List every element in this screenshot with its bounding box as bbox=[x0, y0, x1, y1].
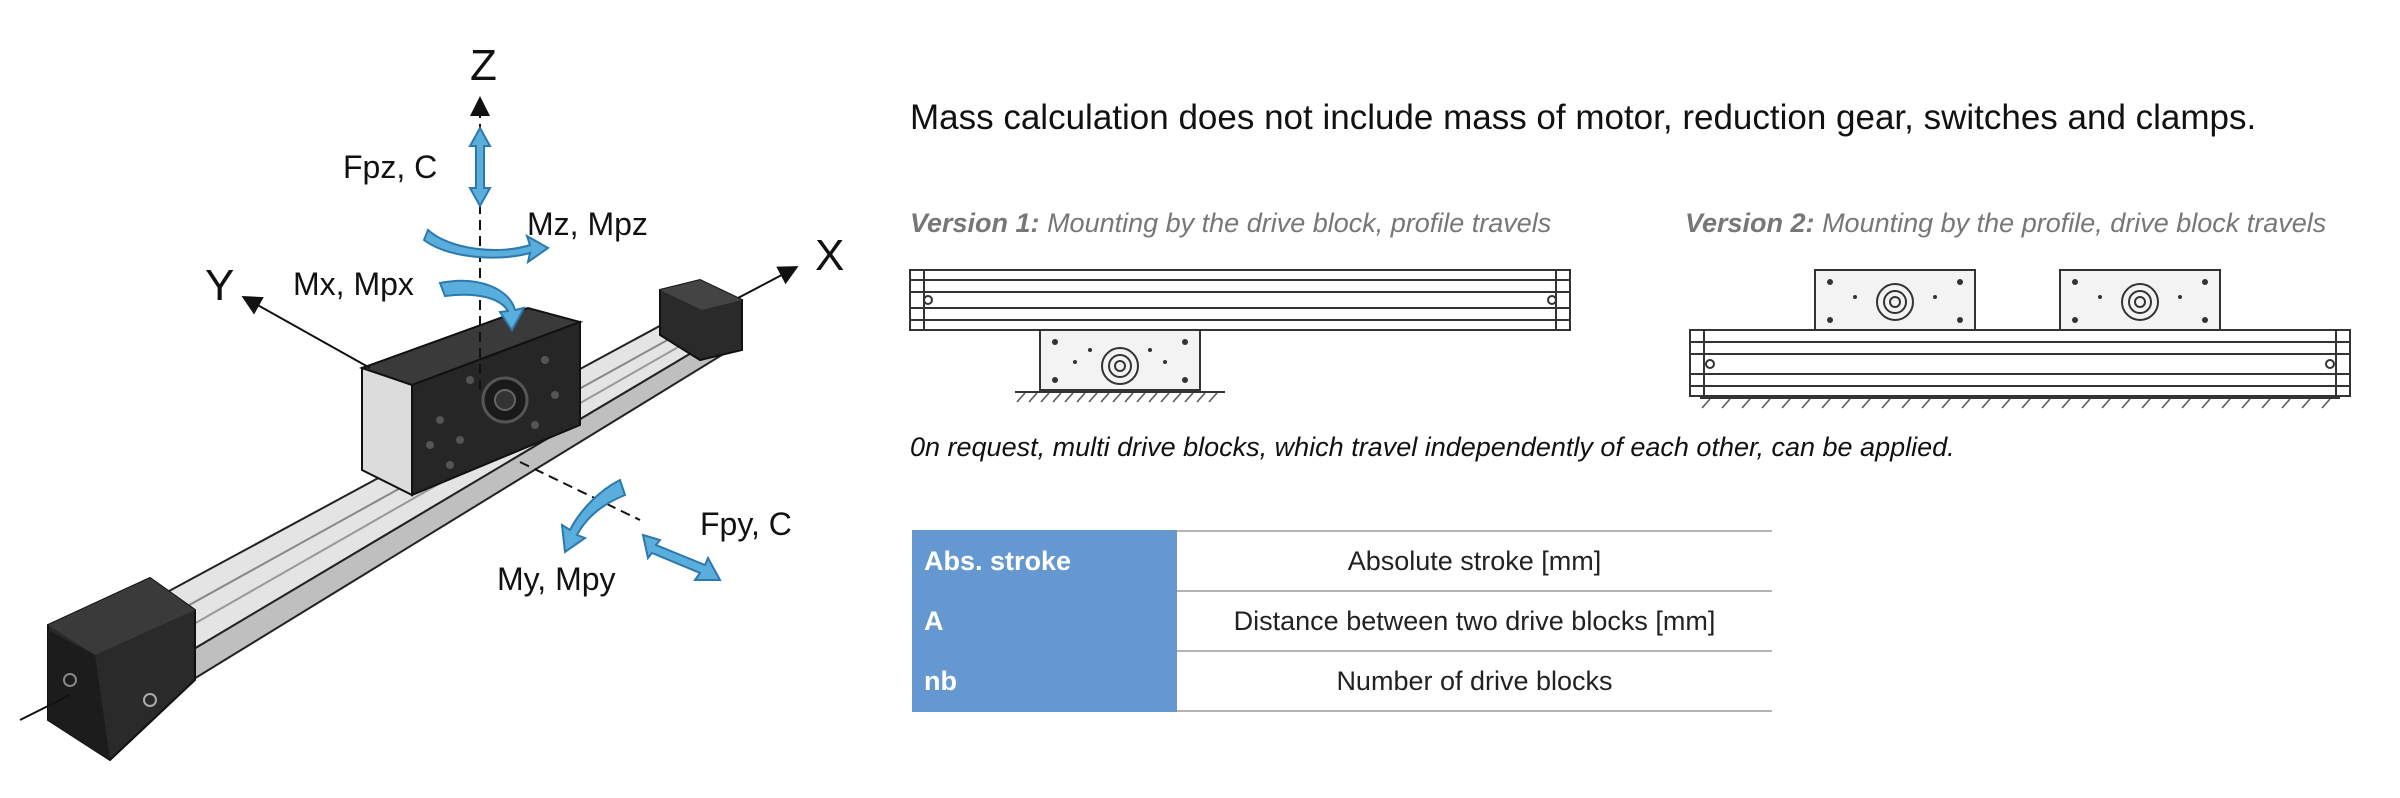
linear-axis-figure bbox=[0, 0, 900, 798]
version-1-text: Mounting by the drive block, profile travels bbox=[1047, 208, 1552, 238]
version-2-text: Mounting by the profile, drive block travels bbox=[1822, 208, 2327, 238]
legend-desc: Number of drive blocks bbox=[1177, 651, 1772, 711]
legend-desc: Distance between two drive blocks [mm] bbox=[1177, 591, 1772, 651]
left-end-cap bbox=[20, 578, 195, 760]
table-row bbox=[912, 651, 1772, 711]
y-axis-label: Y bbox=[205, 261, 235, 310]
fpy-label: Fpy, C bbox=[700, 506, 792, 542]
my-label: My, Mpy bbox=[497, 561, 616, 597]
mx-label: Mx, Mpx bbox=[293, 266, 414, 302]
drive-block bbox=[362, 308, 580, 495]
legend-key: nb bbox=[912, 651, 1177, 711]
x-axis-label: X bbox=[815, 231, 845, 280]
legend-desc: Absolute stroke [mm] bbox=[1177, 531, 1772, 591]
version-2-caption bbox=[1685, 208, 2326, 239]
table-row bbox=[912, 531, 1772, 591]
mass-note: Mass calculation does not include mass of motor, reduction gear, switches and clamps. bbox=[910, 98, 2257, 137]
table-row bbox=[912, 591, 1772, 651]
version-1-caption bbox=[910, 208, 1551, 239]
legend-key: A bbox=[912, 591, 1177, 651]
version-1-label: Version 1: bbox=[910, 208, 1040, 238]
mz-label: Mz, Mpz bbox=[527, 206, 648, 242]
legend-key: Abs. stroke bbox=[912, 531, 1177, 591]
version-1-drawing bbox=[905, 262, 1575, 412]
multi-drive-note: 0n request, multi drive blocks, which travel independently of each other, can be applied. bbox=[910, 432, 1955, 462]
z-axis-label: Z bbox=[470, 41, 497, 90]
fpz-label: Fpz, C bbox=[343, 149, 438, 185]
legend-table bbox=[912, 530, 1772, 712]
version-2-label: Version 2: bbox=[1685, 208, 1815, 238]
version-2-drawing bbox=[1680, 262, 2360, 412]
